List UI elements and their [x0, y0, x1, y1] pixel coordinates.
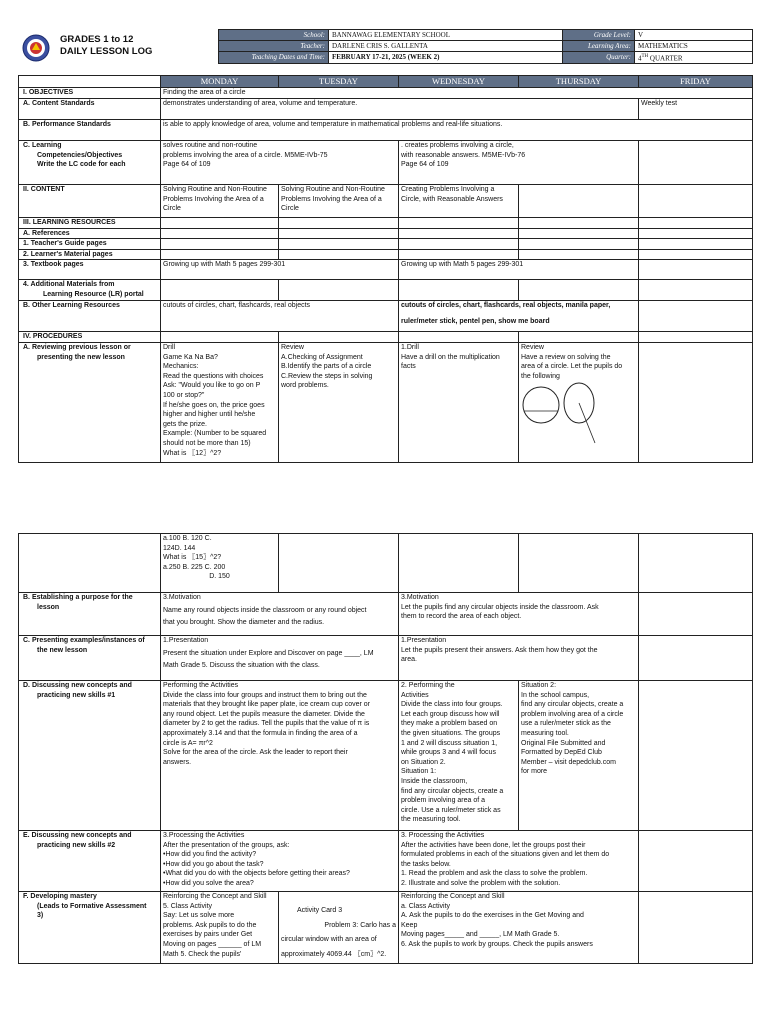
mastery-tuesday [279, 892, 399, 964]
text-line: Let each group discuss how will [401, 710, 500, 718]
content-monday: Solving Routine and Non-Routine Problems Involving the Area of a Circle [161, 185, 279, 218]
textbook-wed-thu: Growing up with Math 5 pages 299-301 [399, 260, 639, 280]
competencies-line-3: Write the LC code for each [37, 161, 126, 169]
text-line: 1.Presentation [401, 637, 447, 644]
day-header-row [19, 76, 753, 88]
text-line: Example: (Number to be squared [163, 430, 267, 438]
empty-cell [639, 218, 753, 229]
text-line: Read the questions with choices [163, 372, 264, 380]
competencies-line-1: C. Learning [23, 142, 62, 149]
mastery-monday [161, 892, 279, 964]
text-line: Game Ka Na Ba? [163, 353, 218, 361]
discussing-1-thursday [519, 681, 639, 831]
content-wednesday: Creating Problems Involving a Circle, with Reasonable Answers [399, 185, 519, 218]
text-line: Problem 3: Carlo has a [324, 921, 396, 929]
empty-cell [519, 280, 639, 301]
school-value: BANNAWAG ELEMENTARY SCHOOL [329, 30, 563, 41]
text-line: 1. Read the problem and ask the class to solve the problem. [401, 870, 588, 878]
discussing-1-wednesday [399, 681, 519, 831]
competencies-line-2: Competencies/Objectives [37, 151, 123, 159]
other-resources-wed-thu [399, 301, 639, 332]
empty-cell [639, 534, 753, 593]
quarter-label: Quarter: [563, 52, 635, 64]
text-line: What is 〖15〗^2? [163, 554, 222, 562]
text-line: Member – visit depedclub.com [521, 758, 616, 766]
empty-cell [639, 260, 753, 280]
text-line: Activities [401, 691, 429, 699]
text-line: Review [521, 343, 544, 351]
empty-cell [399, 332, 519, 343]
other-resources-label: B. Other Learning Resources [19, 301, 161, 332]
text-line: Reinforcing the Concept and Skill [401, 893, 505, 900]
text-line: problem involving area of a circle [521, 710, 624, 718]
text-line: Have a review on solving the [521, 353, 611, 361]
empty-cell [399, 218, 519, 229]
empty-cell [279, 239, 399, 250]
text-line: •How did you find the activity? [163, 851, 257, 859]
empty-cell [639, 239, 753, 250]
text-line: exercises by pairs under Get [163, 931, 253, 939]
text-line: D. 150 [209, 573, 230, 581]
resources-label: III. LEARNING RESOURCES [19, 218, 161, 229]
quarter-suffix: TH [641, 54, 649, 59]
text-line: Math Grade 5. Discuss the situation with the class. [163, 662, 320, 670]
school-label: School: [219, 30, 329, 41]
text-line: Keep [401, 921, 418, 929]
empty-cell [639, 681, 753, 831]
objectives-label: I. OBJECTIVES [19, 88, 161, 99]
review-wednesday [399, 342, 519, 462]
purpose-line-2: lesson [37, 603, 60, 611]
title-line-2: DAILY LESSON LOG [60, 46, 153, 57]
text-line: Divide the class into four groups. [401, 701, 503, 709]
text-line: the tasks below. [401, 860, 451, 868]
empty-cell [639, 636, 753, 681]
text-line: for more [521, 768, 548, 776]
text-line: After the presentation of the groups, ask: [163, 841, 290, 849]
empty-cell [399, 239, 519, 250]
text-line: •What did you do with the objects before getting their areas? [163, 870, 350, 878]
teachers-guide-label: 1. Teacher's Guide pages [19, 239, 161, 250]
text-line: Ask: "Would you like to go on P [163, 382, 261, 390]
blank-header-cell [19, 76, 161, 88]
text-line: a.100 B. 120 C. [163, 535, 212, 542]
comp-wed-line-2: with reasonable answers. M5ME-IVb-76 [401, 151, 526, 159]
text-line: A.Checking of Assignment [281, 353, 363, 361]
text-line: Moving pages_____ and _____, LM Math Grade 5. [401, 931, 560, 939]
review-line-2: presenting the new lesson [37, 353, 125, 361]
text-line: B.Identify the parts of a circle [281, 363, 372, 371]
text-line: circle. Use a ruler/meter stick as [401, 806, 501, 814]
text-line: a. Class Activity [401, 902, 451, 910]
area-value: MATHEMATICS [635, 41, 753, 52]
empty-cell [639, 332, 753, 343]
empty-cell [399, 228, 519, 239]
text-line: the given situations. The groups [401, 729, 501, 737]
references-label: A. References [19, 228, 161, 239]
purpose-mon-tue [161, 593, 399, 636]
empty-cell [279, 249, 399, 260]
empty-cell [279, 534, 399, 593]
competencies-fri [639, 141, 753, 185]
text-line: Let the pupils find any circular objects inside the classroom. Ask [401, 603, 599, 611]
text-line: 5. Class Activity [163, 902, 213, 910]
additional-line-1: 4. Additional Materials from [23, 281, 115, 289]
content-tuesday: Solving Routine and Non-Routine Problems Involving the Area of a Circle [279, 185, 399, 218]
grade-value: V [635, 30, 753, 41]
text-line: measuring tool. [521, 729, 569, 737]
teacher-value: DARLENE CRIS S. GALLENTA [329, 41, 563, 52]
empty-cell [519, 218, 639, 229]
text-line: Activity Card 3 [297, 907, 343, 914]
other-wed-line-1: cutouts of circles, chart, flashcards, real objects, manila paper, [401, 302, 611, 310]
text-line: Let the pupils present their answers. Ask them how they got the [401, 646, 598, 654]
mastery-wed-thu [399, 892, 639, 964]
text-line: Drill [163, 343, 176, 351]
empty-cell [161, 228, 279, 239]
comp-mon-line-1: solves routine and non-routine [163, 142, 258, 149]
text-line: Reinforcing the Concept and Skill [163, 893, 267, 900]
content-standards-label: A. Content Standards [19, 99, 161, 120]
additional-materials-label [19, 280, 161, 301]
area-label: Learning Area: [563, 41, 635, 52]
text-line: circle is A= πr^2 [163, 739, 213, 747]
text-line: Moving on pages ______ of LM [163, 940, 262, 948]
text-line: Present the situation under Explore and Discover on page ____, LM [163, 649, 374, 657]
text-line: them to record the area of each object. [401, 613, 522, 621]
empty-cell [639, 280, 753, 301]
empty-cell [279, 280, 399, 301]
text-line: higher and higher until he/she [163, 411, 256, 419]
text-line: problems. Ask pupils to do the [163, 921, 257, 929]
grade-label: Grade Level: [563, 30, 635, 41]
text-line: 124D. 144 [163, 544, 196, 552]
other-wed-line-2: ruler/meter stick, pentel pen, show me board [401, 317, 550, 325]
text-line: gets the prize. [163, 420, 207, 428]
discussing-1-label [19, 681, 161, 831]
purpose-wed-thu [399, 593, 639, 636]
text-line: Math 5. Check the pupils' [163, 950, 242, 958]
text-line: facts [401, 363, 416, 371]
text-line: any round object. Let the pupils measure the diameter. Divide the [163, 710, 365, 718]
presenting-line-2: the new lesson [37, 646, 88, 654]
content-thursday [519, 185, 639, 218]
text-line: should not be more than 15) [163, 439, 251, 447]
discussing-2-label [19, 831, 161, 892]
text-line: Formatted by DepEd Club [521, 749, 602, 757]
text-line: After the activities have been done, let the groups post their [401, 841, 586, 849]
text-line: approximately 4069.44 〖cm〗^2. [281, 950, 387, 958]
textbook-mon-tue: Growing up with Math 5 pages 299-301 [161, 260, 399, 280]
empty-cell [639, 593, 753, 636]
dates-label: Teaching Dates and Time: [219, 52, 329, 64]
day-friday: FRIDAY [639, 76, 753, 88]
text-line: 2. Performing the [401, 682, 455, 689]
empty-cell [279, 332, 399, 343]
text-line: Mechanics: [163, 363, 199, 371]
empty-cell [519, 228, 639, 239]
mastery-line-2: (Leads to Formative Assessment [37, 902, 147, 910]
textbook-label: 3. Textbook pages [19, 260, 161, 280]
text-line: approximately 3.14 and that the formula in finding the area of a [163, 729, 358, 737]
text-line: Situation 2: [521, 682, 557, 689]
comp-mon-line-3: Page 64 of 109 [163, 161, 211, 169]
continuation-label-cell [19, 534, 161, 593]
text-line: find any circular objects, create a [521, 701, 624, 709]
teacher-label: Teacher: [219, 41, 329, 52]
quarter-value [635, 52, 753, 64]
competencies-wed-thu [399, 141, 639, 185]
empty-cell [279, 228, 399, 239]
comp-wed-line-1: . creates problems involving a circle, [401, 142, 514, 149]
presenting-mon-tue [161, 636, 399, 681]
text-line: Divide the class into four groups and instruct them to bring out the [163, 691, 367, 699]
deped-seal-logo [22, 34, 50, 62]
text-line: •How did you go about the task? [163, 860, 264, 868]
empty-cell [519, 332, 639, 343]
text-line: 6. Ask the pupils to work by groups. Check the pupils answers [401, 940, 593, 948]
discussing-1-line-2: practicing new skills #1 [37, 691, 116, 699]
empty-cell [519, 239, 639, 250]
circles-drawing-icon [521, 381, 633, 449]
text-line: 3.Motivation [163, 594, 201, 601]
comp-mon-line-2: problems involving the area of a circle. M5ME-IVb-75 [163, 151, 328, 159]
empty-cell [639, 831, 753, 892]
discussing-1-mon-tue [161, 681, 399, 831]
day-tuesday: TUESDAY [279, 76, 399, 88]
lesson-log-table-page-1 [18, 75, 753, 463]
objectives-value: Finding the area of a circle [161, 88, 753, 99]
text-line: use a ruler/meter stick as the [521, 720, 611, 728]
additional-line-2: Learning Resource (LR) portal [43, 290, 144, 298]
presenting-wed-thu [399, 636, 639, 681]
text-line: What is 〖12〗^2? [163, 449, 222, 457]
empty-cell [639, 228, 753, 239]
text-line: Have a drill on the multiplication [401, 353, 500, 361]
dates-value: FEBRUARY 17-21, 2025 (WEEK 2) [329, 52, 563, 64]
document-title [60, 34, 152, 58]
discussing-1-line-1: D. Discussing new concepts and [23, 682, 132, 689]
text-line: 3. Processing the Activities [401, 832, 485, 839]
text-line: the measuring tool. [401, 816, 461, 824]
text-line: circular window with an area of [281, 936, 377, 944]
text-line: Name any round objects inside the classroom or any round object [163, 606, 367, 614]
text-line: while groups 3 and 4 will focus [401, 749, 496, 757]
text-line: find any circular objects, create a [401, 787, 504, 795]
performance-standards-label: B. Performance Standards [19, 120, 161, 141]
discussing-2-wed-thu [399, 831, 639, 892]
empty-cell [399, 534, 519, 593]
text-line: Inside the classroom, [401, 777, 468, 785]
discussing-2-line-2: practicing new skills #2 [37, 841, 116, 849]
procedures-label: IV. PROCEDURES [19, 332, 161, 343]
learners-material-label: 2. Learner's Material pages [19, 249, 161, 260]
text-line: 100 or stop?" [163, 391, 205, 399]
mastery-label [19, 892, 161, 964]
discussing-2-mon-tue [161, 831, 399, 892]
text-line: on Situation 2. [401, 758, 446, 766]
content-standards-value: demonstrates understanding of area, volume and temperature. [161, 99, 639, 120]
text-line: word problems. [281, 382, 329, 390]
text-line: that you brought. Show the diameter and the radius. [163, 619, 325, 627]
text-line: 1 and 2 will discuss situation 1, [401, 739, 498, 747]
review-line-1: A. Reviewing previous lesson or [23, 343, 131, 351]
mastery-line-3: 3) [37, 912, 44, 920]
day-wednesday: WEDNESDAY [399, 76, 519, 88]
content-friday [639, 185, 753, 218]
content-label: II. CONTENT [19, 185, 161, 218]
empty-cell [161, 249, 279, 260]
review-monday-continued [161, 534, 279, 593]
text-line: If he/she goes on, the price goes [163, 401, 265, 409]
text-line: a.250 B. 225 C. 200 [163, 563, 226, 571]
comp-wed-line-3: Page 64 of 109 [401, 161, 449, 169]
presenting-label [19, 636, 161, 681]
text-line: materials that they brought like paper plate, ice cream cup cover or [163, 701, 370, 709]
text-line: Say: Let us solve more [163, 912, 235, 920]
text-line: area of a circle. Let the pupils do [521, 363, 623, 371]
text-line: 1.Drill [401, 343, 419, 351]
empty-cell [639, 892, 753, 964]
performance-standards-value: is able to apply knowledge of area, volume and temperature in mathematical problems and real-life situations. [161, 120, 753, 141]
text-line: C.Review the steps in solving [281, 372, 373, 380]
review-monday [161, 342, 279, 462]
empty-cell [161, 239, 279, 250]
empty-cell [399, 249, 519, 260]
text-line: 2. Illustrate and solve the problem with the solution. [401, 879, 561, 887]
day-monday: MONDAY [161, 76, 279, 88]
empty-cell [161, 332, 279, 343]
text-line: Original File Submitted and [521, 739, 606, 747]
text-line: Solve for the area of the circle. Ask the leader to report their [163, 749, 348, 757]
mastery-line-1: F. Developing mastery [23, 893, 97, 900]
text-line: 1.Presentation [163, 637, 209, 644]
competencies-label [19, 141, 161, 185]
empty-cell [519, 249, 639, 260]
quarter-word: QUARTER [648, 54, 683, 63]
day-thursday: THURSDAY [519, 76, 639, 88]
review-tuesday [279, 342, 399, 462]
empty-cell [279, 218, 399, 229]
weekly-test-cell: Weekly test [639, 99, 753, 120]
review-thursday [519, 342, 639, 462]
title-line-1: GRADES 1 to 12 [60, 34, 134, 45]
review-label [19, 342, 161, 462]
discussing-2-line-1: E. Discussing new concepts and [23, 832, 132, 839]
text-line: A. Ask the pupils to do the exercises in the Get Moving and [401, 912, 584, 920]
presenting-line-1: C. Presenting examples/instances of [23, 637, 145, 644]
text-line: answers. [163, 758, 192, 766]
purpose-label [19, 593, 161, 636]
text-line: •How did you solve the area? [163, 879, 254, 887]
text-line: Situation 1: [401, 768, 437, 776]
text-line: In the school campus, [521, 691, 590, 699]
text-line: Review [281, 343, 304, 351]
header-info-table [218, 29, 753, 64]
competencies-mon-tue [161, 141, 399, 185]
lesson-log-table-page-2 [18, 533, 753, 964]
empty-cell [161, 218, 279, 229]
text-line: 3.Motivation [401, 594, 439, 601]
text-line: they make a problem based on [401, 720, 498, 728]
text-line: problem involving area of a [401, 797, 486, 805]
text-line: area. [401, 656, 417, 664]
quarter-number: 4 [638, 54, 642, 63]
empty-cell [639, 249, 753, 260]
empty-cell [399, 280, 519, 301]
text-line: 3.Processing the Activities [163, 832, 245, 839]
empty-cell [519, 534, 639, 593]
text-line: Performing the Activities [163, 682, 239, 689]
text-line: formulated problems in each of the situations given and let them do [401, 851, 610, 859]
other-resources-mon-tue: cutouts of circles, chart, flashcards, real objects [161, 301, 399, 332]
text-line: diameter by 2 to get the radius. Tell the pupils that the value of π is [163, 720, 370, 728]
empty-cell [161, 280, 279, 301]
empty-cell [639, 301, 753, 332]
purpose-line-1: B. Establishing a purpose for the [23, 594, 133, 601]
text-line: the following [521, 372, 560, 380]
review-friday [639, 342, 753, 462]
